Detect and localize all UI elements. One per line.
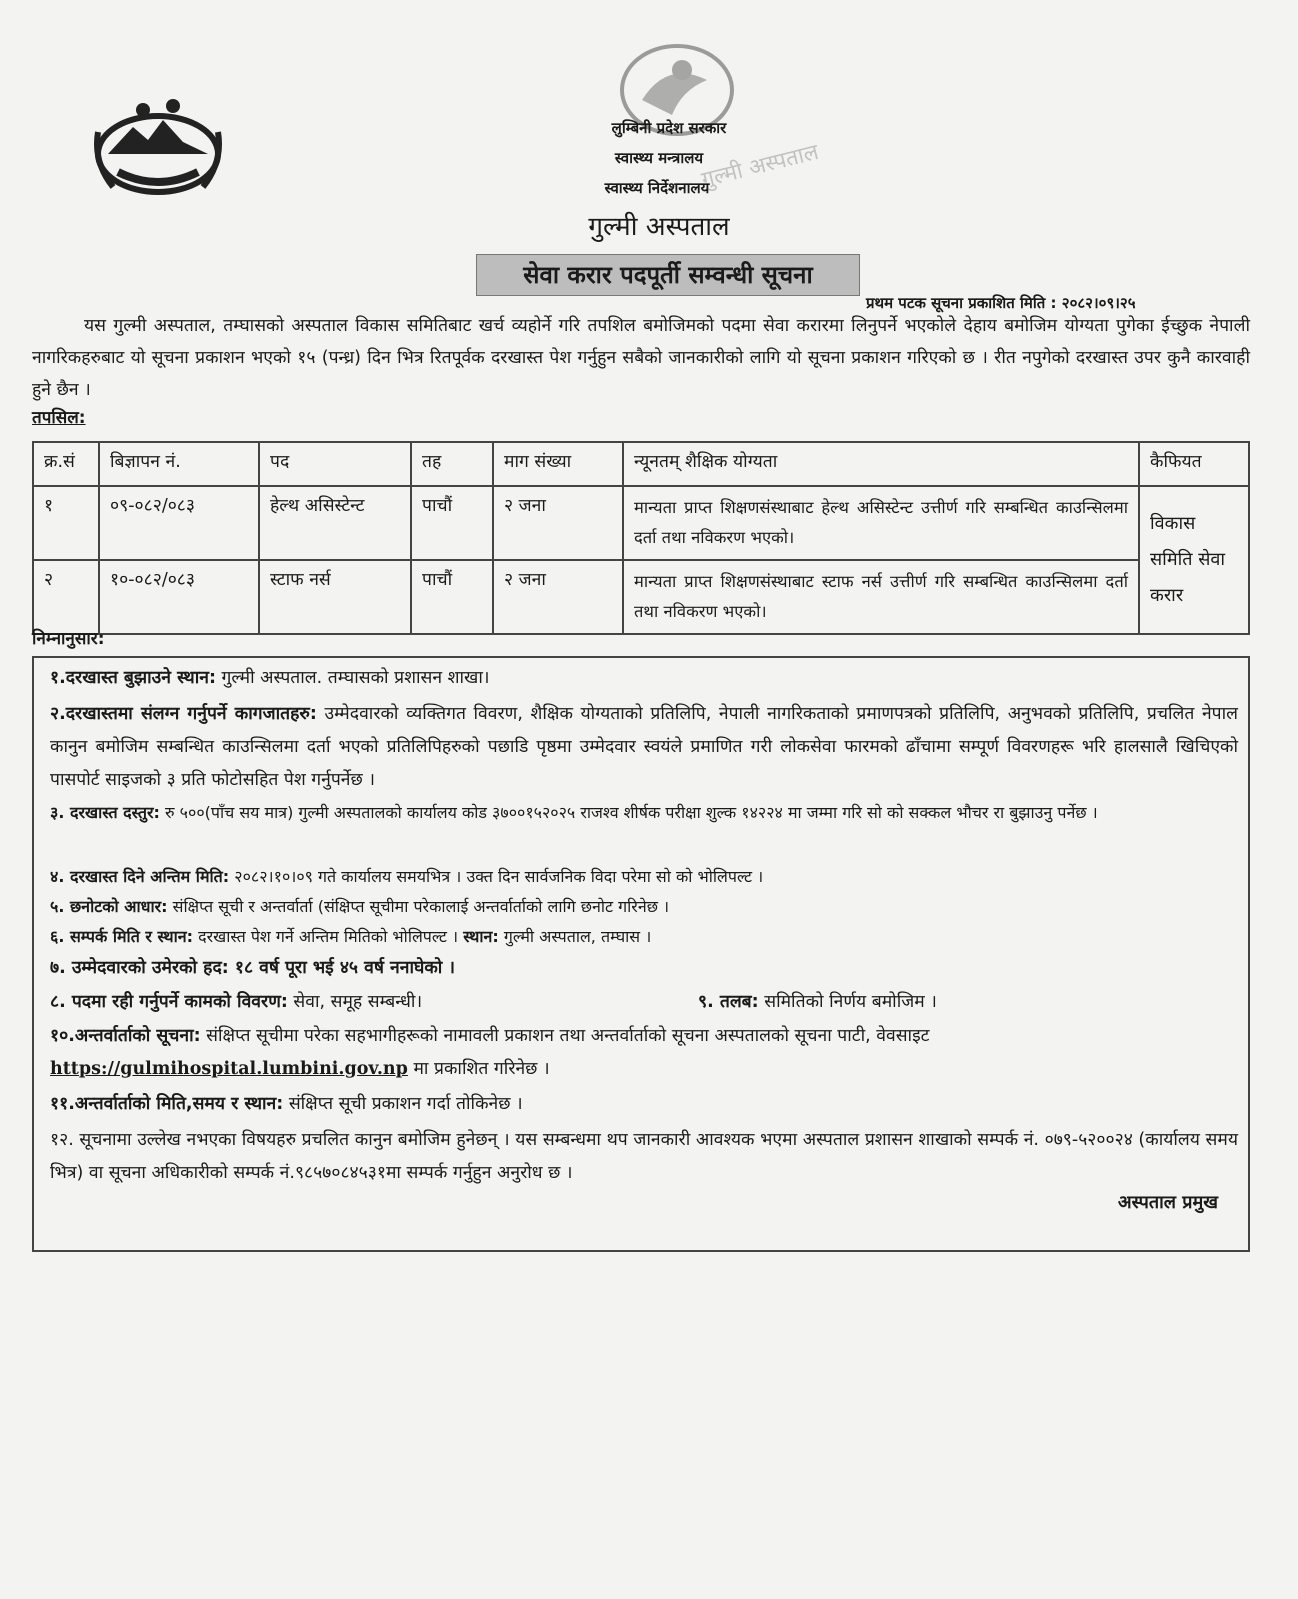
condition-item — [50, 1088, 1238, 1121]
condition-text: १८ वर्ष पूरा भई ४५ वर्ष ननाघेको । — [228, 958, 456, 978]
cell-count: २ जना — [493, 560, 623, 634]
condition-label: ५. छनोटको आधार: — [50, 897, 168, 916]
condition-label: ३. दरखास्त दस्तुर: — [50, 803, 160, 822]
condition-label: ४. दरखास्त दिने अन्तिम मिति: — [50, 867, 230, 886]
condition-item — [50, 890, 1238, 923]
table-row — [33, 486, 1249, 560]
condition-item — [50, 1124, 1238, 1190]
condition-label: ६. सम्पर्क मिति र स्थान: — [50, 927, 194, 946]
hospital-name: गुल्मी अस्पताल — [588, 212, 730, 242]
col-header: बिज्ञापन नं. — [99, 442, 259, 486]
table-row — [33, 560, 1249, 634]
cell-qualification: मान्यता प्राप्त शिक्षणसंस्थाबाट स्टाफ नर्स उत्तीर्ण गरि सम्बन्धित काउन्सिलमा दर्ता तथा नविकरण भएको। — [623, 560, 1139, 634]
salary-item — [698, 986, 937, 1019]
condition-text: २०८२।१०।०९ गते कार्यालय समयभित्र । उक्त दिन सार्वजनिक विदा परेमा सो को भोलिपल्ट । — [229, 867, 764, 886]
col-header: माग संख्या — [493, 442, 623, 486]
condition-item — [50, 986, 1238, 1019]
condition-label: ७. उम्मेदवारको उमेरको हद: — [50, 958, 229, 978]
published-date: प्रथम पटक सूचना प्रकाशित मिति : २०८२।०९।२५ — [866, 294, 1136, 312]
col-header: न्यूनतम् शैक्षिक योग्यता — [623, 442, 1139, 486]
cell-ad-no: ०९-०८२/०८३ — [99, 486, 259, 560]
condition-item — [50, 952, 1238, 985]
cell-post: हेल्थ असिस्टेन्ट — [259, 486, 411, 560]
condition-item — [50, 798, 1238, 828]
condition-text: १२. सूचनामा उल्लेख नभएका विषयहरु प्रचलित कानुन बमोजिम हुनेछन् । यस सम्बन्धमा थप जानकारी आवश्यक भएमा अस्पताल प्रशासन शाखाको सम्पर्क नं. ०७९-५२००२४ (कार्यालय समय भित्र) वा सूचना अधिकारीको सम्पर्क नं.९८५७०८४५३१मा सम्पर्क गर्नुहुन अनुरोध छ । — [50, 1130, 1238, 1183]
tapasil-label: तपसिल: — [32, 408, 86, 428]
cell-ad-no: १०-०८२/०८३ — [99, 560, 259, 634]
col-header: तह — [411, 442, 493, 486]
website-link[interactable]: https://gulmihospital.lumbini.gov.np — [50, 1059, 408, 1079]
nimna-label: निम्नानुसार: — [32, 629, 105, 649]
conditions-box — [32, 656, 1250, 1252]
intro-paragraph: यस गुल्मी अस्पताल, तम्घासको अस्पताल विकास समितिबाट खर्च व्यहोर्ने गरि तपशिल बमोजिमको पदमा सेवा करारमा लिनुपर्ने भएकोले देहाय बमोजिम योग्यता पुगेका ईच्छुक नेपाली नागरिकहरुबाट यो सूचना प्रकाशन भएको १५ (पन्ध्र) दिन भित्र रितपूर्वक दरखास्त पेश गर्नुहुन सबैको जानकारीको लागि यो सूचना प्रकाशन गरिएको छ । रीत नपुगेको दरखास्त उपर कुनै कारवाही हुने छैन । — [32, 316, 1250, 400]
condition-text: समितिको निर्णय बमोजिम । — [758, 992, 937, 1012]
directorate-name: स्वास्थ्य निर्देशनालय — [604, 179, 710, 197]
cell-count: २ जना — [493, 486, 623, 560]
notice-title: सेवा करार पदपूर्ती सम्वन्धी सूचना — [476, 254, 860, 296]
cell-level: पाचौं — [411, 486, 493, 560]
signature: अस्पताल प्रमुख — [1117, 1192, 1218, 1213]
cell-remark: विकास समिति सेवा करार — [1139, 486, 1249, 634]
table-header-row — [33, 442, 1249, 486]
condition-item — [50, 1020, 1238, 1086]
condition-label: ११.अन्तर्वार्ताको मिति,समय र स्थान: — [50, 1094, 284, 1114]
condition-text: रु ५००(पाँच सय मात्र) गुल्मी अस्पतालको कार्यालय कोड ३७००१५२०२५ राजश्व शीर्षक परीक्षा शुल्क १४२२४ मा जम्मा गरि सो को सक्कल भौचर रा बुझाउनु पर्नेछ । — [159, 803, 1098, 822]
cell-qualification: मान्यता प्राप्त शिक्षणसंस्थाबाट हेल्थ असिस्टेन्ट उत्तीर्ण गरि सम्बन्धित काउन्सिलमा दर्ता तथा नविकरण भएको। — [623, 486, 1139, 560]
vacancy-table — [32, 441, 1250, 635]
condition-item — [50, 860, 1238, 893]
condition-text: गुल्मी अस्पताल, तम्घास । — [498, 927, 652, 946]
condition-text: दरखास्त पेश गर्ने अन्तिम मितिको भोलिपल्ट । — [193, 927, 464, 946]
cell-serial: १ — [33, 486, 99, 560]
govt-name: लुम्बिनी प्रदेश सरकार — [611, 119, 727, 137]
condition-item — [50, 662, 1238, 695]
condition-item — [50, 698, 1238, 797]
col-header: क्र.सं — [33, 442, 99, 486]
cell-serial: २ — [33, 560, 99, 634]
condition-text: संक्षिप्त सूची प्रकाशन गर्दा तोकिनेछ । — [283, 1094, 523, 1114]
condition-text: गुल्मी अस्पताल. तम्घासको प्रशासन शाखा। — [215, 668, 490, 688]
condition-label: स्थान: — [463, 927, 499, 946]
condition-item — [50, 920, 1238, 953]
condition-text: संक्षिप्त सूची र अन्तर्वार्ता (संक्षिप्त सूचीमा परेकालाई अन्तर्वार्ताको लागि छनोट गरिनेछ । — [167, 897, 670, 916]
cell-level: पाचौं — [411, 560, 493, 634]
col-header: कैफियत — [1139, 442, 1249, 486]
condition-text: सेवा, समूह सम्बन्धी। — [287, 992, 423, 1012]
condition-text: मा प्रकाशित गरिनेछ । — [407, 1059, 550, 1079]
condition-label: १.दरखास्त बुझाउने स्थान: — [50, 668, 216, 688]
hospital-stamp: गुल्मी अस्पताल — [699, 139, 822, 194]
condition-text: संक्षिप्त सूचीमा परेका सहभागीहरूको नामावली प्रकाशन तथा अन्तर्वार्ताको सूचना अस्पतालको सूचना पाटी, वेवसाइट — [200, 1026, 930, 1046]
ministry-name: स्वास्थ्य मन्त्रालय — [614, 149, 704, 167]
condition-text: उम्मेदवारको व्यक्तिगत विवरण, शैक्षिक योग्यताको प्रतिलिपि, नेपाली नागरिकताको प्रमाणपत्रको प्रतिलिपि, अनुभवको प्रतिलिपि, प्रचलित नेपाल कानुन बमोजिम सम्बन्धित काउन्सिलमा दर्ता भएको प्रतिलिपिहरुको पछाडि पृष्ठमा उम्मेदवार स्वयंले प्रमाणित गरी लोकसेवा फारमको ढाँचामा सम्पूर्ण विवरणहरू भरि हालसालै खिचिएको पासपोर्ट साइजको ३ प्रति फोटोसहित पेश गर्नुपर्नेछ । — [50, 704, 1239, 790]
condition-label: ८. पदमा रही गर्नुपर्ने कामको विवरण: — [50, 992, 288, 1012]
condition-label: ९. तलब: — [698, 992, 759, 1012]
condition-label: २.दरखास्तमा संलग्न गर्नुपर्ने कागजातहरु: — [50, 704, 317, 724]
condition-label: १०.अन्तर्वार्ताको सूचना: — [50, 1026, 201, 1046]
col-header: पद — [259, 442, 411, 486]
cell-post: स्टाफ नर्स — [259, 560, 411, 634]
